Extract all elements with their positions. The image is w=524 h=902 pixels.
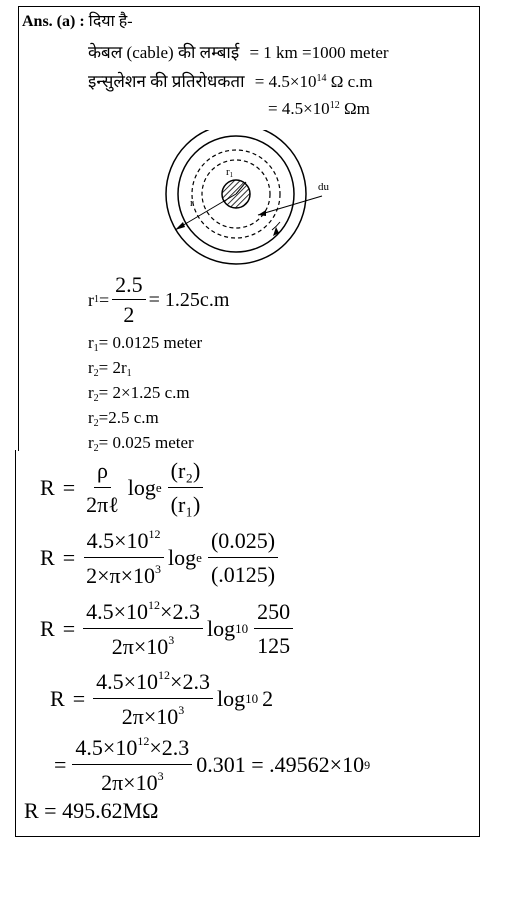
radius-r-arrowhead <box>175 222 185 230</box>
cable-cross-section-diagram <box>160 130 340 270</box>
ans-label: Ans. (a) : <box>22 13 85 30</box>
diagram-label-r: r <box>190 197 194 209</box>
final-answer: R = 495.62MΩ <box>24 798 159 823</box>
diagram-label-r1: r1 <box>226 166 234 179</box>
given-label: दिया है- <box>88 13 133 30</box>
resistivity-line <box>88 73 373 90</box>
equation-1: R = $\frac{\rho}{\text{2πℓ}}$ log e $\frac{\text{(r₂)}}{\text{(r₁)}}$ <box>40 458 203 518</box>
answer-heading <box>22 14 133 30</box>
diagram-label-du: du <box>318 181 329 193</box>
resistivity-label: इन्सुलेशन की प्रतिरोधकता <box>88 72 245 91</box>
step-r1-fraction: r 1 = $\frac{2.5}{2}$ = 1.25c.m <box>88 272 230 327</box>
step-r2-value: $r_2=2.5$ c.m <box>88 408 159 429</box>
equation-2: R = $\frac{4.5\times 10^{12}}{2\times\pi\times 10^3}$ log e $\frac{(0.025)}{(.0125)}$ <box>40 527 278 589</box>
equation-5: = $\frac{4.5\times 10^{12}\times 2.3}{2\pi\times 10^3}$ 0.301 = .49562×10 9 <box>54 734 371 795</box>
cable-length-label: केबल (cable) की लम्बाई <box>88 43 240 62</box>
cable-length-line <box>88 44 389 61</box>
step-r2-relation: $r_2= 2r_1$ <box>88 358 132 379</box>
step-r1-meter: $r_1= 0.0125$ meter <box>88 333 203 354</box>
radius-r-line <box>175 194 236 230</box>
step-r2-meter: $r_2= 0.025$ meter <box>88 433 194 454</box>
du-arrowhead <box>258 210 266 216</box>
cable-length-value: = 1 km =1000 meter <box>249 43 389 62</box>
resistivity-value-1: = $4.5\times 10^{14}$ Ω c.m <box>254 72 373 91</box>
du-leader-line <box>258 196 322 215</box>
equation-4: R = $\frac{4.5\times 10^{12}\times 2.3}{2\pi\times 10^3}$ log 10 2 <box>50 668 274 729</box>
resistivity-value-2: = $4.5\times 10^{12}$ Ωm <box>268 99 370 118</box>
equation-3: R = $\frac{4.5\times 10^{12}\times 2.3}{2\pi\times 10^3}$ log 10 $\frac{250}{125}$ <box>40 598 293 660</box>
step-r2-cm: $r_2= 2\times 1.25$ c.m <box>88 383 190 404</box>
